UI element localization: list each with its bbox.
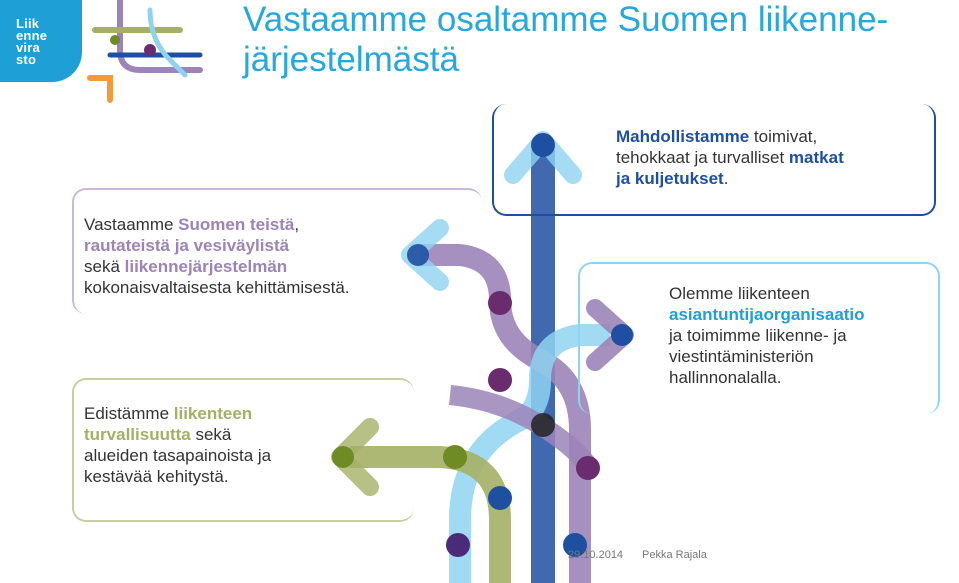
page-title: Vastaamme osaltamme Suomen liikenne-järjestelmästä (243, 0, 889, 79)
roads-responsibility-box (72, 188, 482, 314)
box3-line2 (616, 147, 934, 168)
box3-text: toimivat, (749, 127, 818, 146)
box3-text: tehokkaat ja turvalliset (616, 148, 789, 167)
box1-text: sekä (84, 257, 125, 276)
box2-line2 (84, 424, 414, 445)
box4-text: hallinnonalalla. (669, 368, 782, 387)
box1-text: kokonaisvaltaisesta kehittämisestä. (84, 278, 350, 297)
box1-line3 (84, 256, 482, 277)
box3-highlight: ja kuljetukset (616, 169, 724, 188)
box3-highlight: Mahdollistamme (616, 127, 750, 146)
mobility-box (492, 104, 936, 216)
box4-text: viestintäministeriön (669, 347, 814, 366)
box1-highlight: liikennejärjestelmän (124, 257, 288, 276)
box2-text: alueiden tasapainoista ja (84, 446, 272, 465)
logo-line: sto (16, 52, 37, 67)
box3-text: . (723, 169, 729, 188)
logo-arrows-graphic (90, 0, 200, 100)
box2-highlight: turvallisuutta (84, 425, 191, 444)
purple-node-3 (576, 456, 600, 480)
box2-line1 (84, 403, 414, 424)
purple-node-1 (488, 291, 512, 315)
box1-line1 (84, 214, 482, 235)
logo-line: enne (16, 28, 48, 43)
expert-organisation-box (578, 262, 940, 414)
box2-highlight: liikenteen (173, 404, 253, 423)
box1-text: , (294, 215, 300, 234)
box4-highlight: asiantuntijaorganisaatio (669, 305, 865, 324)
logo-line: Liik (16, 16, 40, 31)
bottom-node-1 (446, 533, 470, 557)
green-node (443, 445, 467, 469)
footer-date: 29.10.2014 (568, 549, 624, 561)
box1-highlight: Suomen teistä (178, 215, 295, 234)
green-blue-node (488, 486, 512, 510)
footer-author: Pekka Rajala (642, 549, 707, 561)
box3-line3 (616, 168, 934, 189)
safety-box (72, 378, 414, 522)
purple-node-2 (488, 368, 512, 392)
box4-text: ja toimimme liikenne- ja (669, 326, 847, 345)
box1-highlight: rautateistä ja vesiväylistä (84, 236, 290, 255)
logo-line: vira (16, 40, 40, 55)
box2-text: kestävää kehitystä. (84, 467, 229, 486)
box2-text: sekä (190, 425, 232, 444)
box3-line1 (616, 126, 934, 147)
box2-text: Edistämme (84, 404, 174, 423)
box1-text: Vastaamme (84, 215, 179, 234)
box4-text: Olemme liikenteen (669, 284, 810, 303)
box3-highlight: matkat (788, 148, 844, 167)
cross-node (531, 413, 555, 437)
